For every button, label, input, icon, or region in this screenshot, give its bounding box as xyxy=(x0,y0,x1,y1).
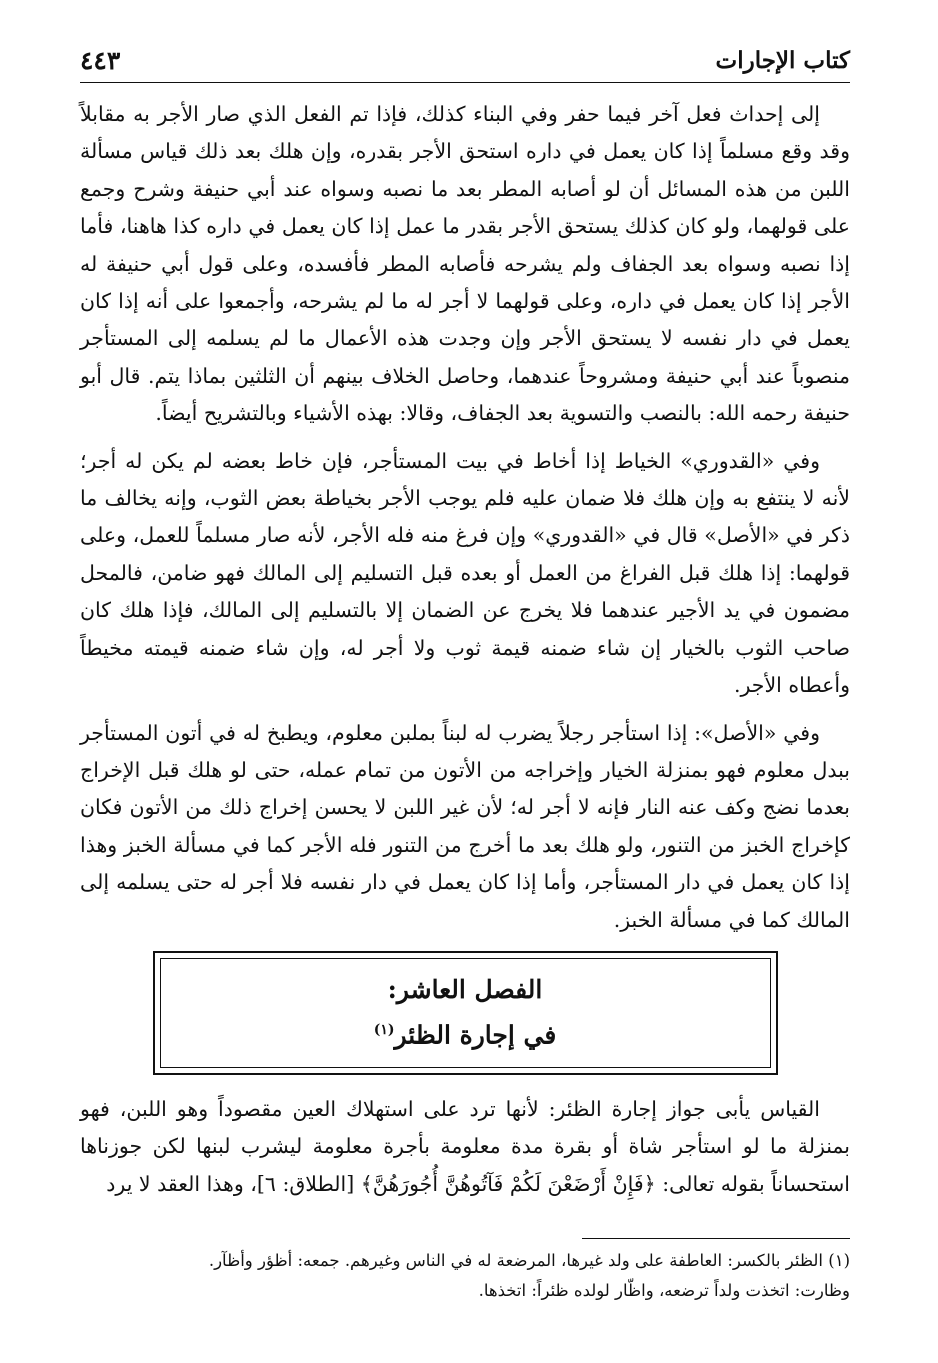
chapter-heading-line2 xyxy=(374,1010,557,1055)
footnotes xyxy=(80,1246,850,1306)
paragraph: وفي «القدوري» الخياط إذا أخاط في بيت المستأجر، فإن خاط بعضه لم يكن له أجر؛ لأنه لا ينتفع به وإن هلك فلا ضمان عليه فلم يوجب الأجر بخياطة بعض الثوب، وإنه يخالف ما ذكر في «الأصل» قال في «القدوري» وإن فرغ منه فله الأجر، لأنه صار مسلماً للعمل، وعلى قولهما: إذا هلك قبل الفراغ من العمل أو بعده قبل التسليم إلى المالك فهو ضامن، فالمحل مضمون في يد الأجير عندهما فلا يخرج عن الضمان إلا بالتسليم إلى المالك، فإذا هلك كان صاحب الثوب بالخيار إن شاء ضمنه قيمة ثوب ولا أجر له، وإن شاء ضمنه قيمته مخيطاً وأعطاه الأجر. xyxy=(80,448,850,698)
chapter-heading-box xyxy=(153,951,778,1075)
footnote-divider xyxy=(582,1238,850,1239)
chapter-heading-inner xyxy=(160,958,771,1068)
paragraph: إلى إحداث فعل آخر فيما حفر وفي البناء كذلك، فإذا تم الفعل الذي صار الأجر به مقابلاً وقد وقع مسلماً إذا كان يعمل في داره استحق الأجر بقدره، وإن هلك بعد ذلك قياس مسألة اللبن من هذه المسائل أن لو أصابه المطر بعد ما نصبه وسواه عند أبي حنيفة وشرح وجمع على قولهما، ولو كان كذلك يستحق الأجر بقدر ما عمل إذا كان يعمل في داره كذا هاهنا، فأما إذا نصبه وسواه بعد الجفاف ولم يشرحه فأصابه المطر فأفسده، وعلى قول أبي حنيفة له الأجر إذا كان يعمل في داره، وعلى قولهما لا أجر له ما لم يشرحه، وأجمعوا على أنه إذا كان يعمل في دار نفسه لا يستحق الأجر وإن وجدت هذه الأعمال ما لم يسلمه إلى المستأجر منصوباً عند أبي حنيفة ومشروحاً عندهما، وحاصل الخلاف بينهم أن الثلثين بماذا يتم. قال أبو حنيفة رحمه الله: بالنصب والتسوية بعد الجفاف، وقالا: بهذه الأشياء وبالتشريح أيضاً. xyxy=(80,102,850,426)
chapter-title: كتاب الإجارات xyxy=(715,46,850,74)
paragraph: وفي «الأصل»: إذا استأجر رجلاً يضرب له لبناً بملبن معلوم، ويطبخ له في أتون المستأجر ببدل معلوم فهو بمنزلة الخيار وإخراجه من الأتون من تمام عمله، حتى لو هلك قبل الإخراج بعدما نضج وكف عنه النار فإنه لا أجر له؛ لأن غير اللبن لا يحسن إخراج ذلك من الأتون فكان كإخراج الخبز من التنور، ولو هلك بعد ما أخرج من التنور فله الأجر كما في مسألة الخبز وهذا إذا كان يعمل في دار المستأجر، وأما إذا كان يعمل في دار نفسه فلا أجر له حتى يسلمه إلى المالك كما في مسألة الخبز. xyxy=(80,720,850,932)
footnote-reference: (١) xyxy=(373,1022,395,1039)
page-number: ٤٤٣ xyxy=(80,45,121,75)
chapter-heading-line1: الفصل العاشر: xyxy=(387,975,543,1005)
chapter-heading-text: في إجارة الظئر xyxy=(394,1020,557,1050)
main-text xyxy=(80,96,850,1213)
footnote-line: (١) الظئر بالكسر: العاطفة على ولد غيرها، المرضعة له في الناس وغيرهم. جمعه: أظؤر وأظآر. xyxy=(208,1251,850,1270)
running-header xyxy=(80,38,850,83)
paragraph: القياس يأبى جواز إجارة الظئر: لأنها ترد على استهلاك العين مقصوداً وهو اللبن، فهو بمنزلة ما لو استأجر شاة أو بقرة مدة معلومة بأجرة معلومة ليشرب لبنها لكن جوزناها استحساناً بقوله تعالى: ﴿فَإِنْ أَرْضَعْنَ لَكُمْ فَآتُوهُنَّ أُجُورَهُنَّ﴾ [الطلاق: ٦]، وهذا العقد لا يرد xyxy=(80,1096,850,1196)
footnote-line: وظارت: اتخذت ولداً ترضعه، واظّار لولده ظئراً: اتخذها. xyxy=(478,1281,850,1300)
